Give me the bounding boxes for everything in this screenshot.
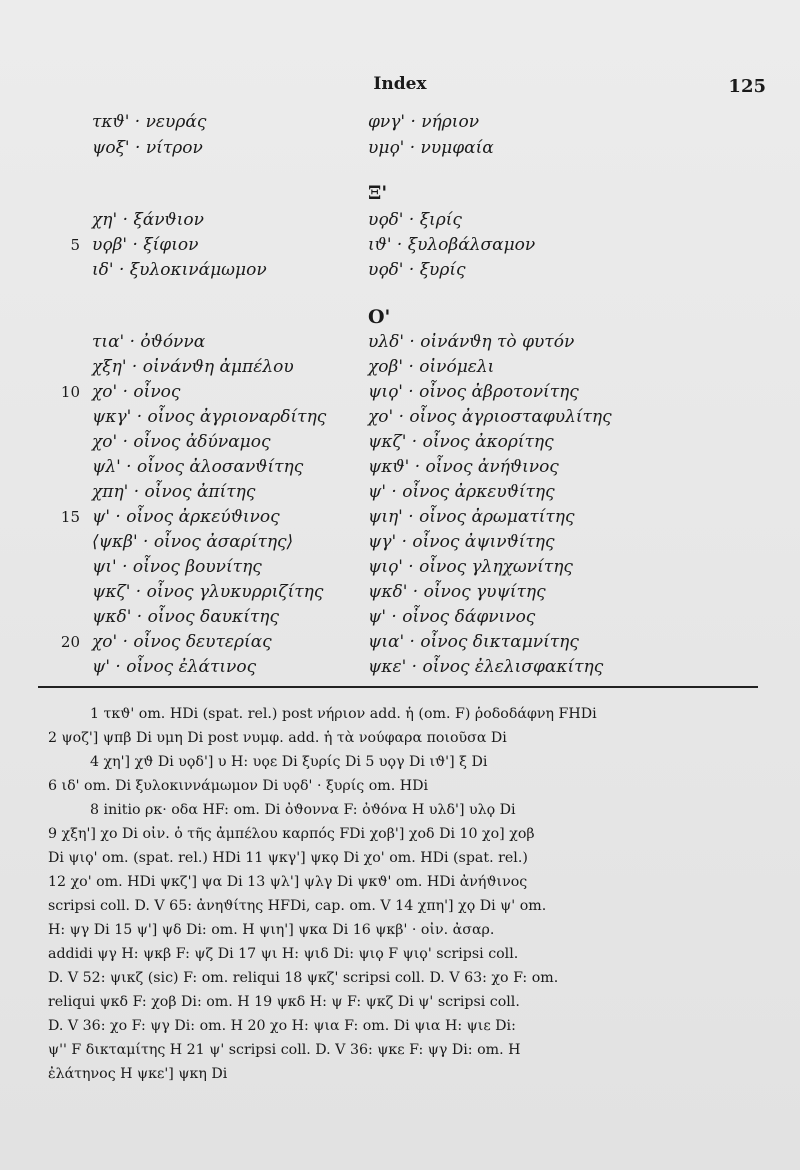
- list-item: [60, 632, 272, 652]
- line-number: 10: [60, 383, 80, 401]
- apparatus-line: 6 ιδ' om. Di ξυλοκιννάμωμον Di υϙδ' · ξυρίς om. HDi: [48, 778, 429, 794]
- entry-text: ιδ' · ξυλοκινάμωμον: [92, 260, 267, 280]
- list-item: ψκε' · οἶνος ἐλελισφακίτης: [368, 657, 604, 677]
- apparatus-line: 12 χο' om. HDi ψκζ'] ψα Di 13 ψλ'] ψλγ Di ψκϑ' om. HDi ἀνήϑινος: [48, 874, 528, 890]
- apparatus-line: reliqui ψκδ F: χοβ Di: om. H 19 ψκδ H: ψ F: ψκζ Di ψ' scripsi coll.: [48, 994, 520, 1010]
- apparatus-line: addidi ψγ H: ψκβ F: ψζ Di 17 ψι H: ψιδ Di: ψιϙ F ψιϙ' scripsi coll.: [48, 946, 519, 962]
- section-heading-o: Ο': [368, 306, 391, 328]
- entry-text: τκϑ' · νευράς: [92, 112, 207, 132]
- list-item: [70, 235, 199, 255]
- list-item: [92, 260, 267, 280]
- list-item: ψκζ' · οἶνος ἀκορίτης: [368, 432, 554, 452]
- entry-text: τια' · ὀϑόννα: [92, 332, 206, 352]
- list-item: ψγ' · οἶνος ἀψινϑίτης: [368, 532, 555, 552]
- list-item: [92, 332, 205, 352]
- list-item: [92, 482, 255, 502]
- entry-text: χη' · ξάνϑιον: [92, 210, 204, 230]
- apparatus-line: Di ψιϙ' om. (spat. rel.) HDi 11 ψκγ'] ψκϙ Di χο' om. HDi (spat. rel.): [48, 850, 528, 866]
- line-number: 20: [60, 633, 80, 651]
- list-item: ψιη' · οἶνος ἀρωματίτης: [368, 507, 575, 527]
- apparatus-line: scripsi coll. D. V 65: ἀνηϑίτης HFDi, cap. om. V 14 χπη'] χϙ Di ψ' om.: [48, 898, 547, 914]
- list-item: [60, 507, 280, 527]
- entry-text: ψκζ' · οἶνος γλυκυρριζίτης: [92, 582, 324, 602]
- entry-text: υϙβ' · ξίφιον: [92, 235, 199, 255]
- list-item: υμϙ' · νυμφαία: [368, 138, 494, 158]
- list-item: [92, 407, 326, 427]
- page-number: 125: [728, 76, 766, 97]
- list-item: [92, 607, 279, 627]
- list-item: υλδ' · οἰνάνϑη τὸ φυτόν: [368, 332, 575, 352]
- list-item: ψκϑ' · οἶνος ἀνήϑινος: [368, 457, 559, 477]
- list-item: χοβ' · οἰνόμελι: [368, 357, 495, 377]
- list-item: χο' · οἶνος ἀγριοσταφυλίτης: [368, 407, 612, 427]
- apparatus-line: 2 ψοζ'] ψπβ Di υμη Di post νυμφ. add. ἡ τὰ νούφαρα ποιοῦσα Di: [48, 730, 507, 746]
- list-item: [92, 582, 323, 602]
- entry-text: χο' · οἶνος δευτερίας: [92, 632, 272, 652]
- entry-text: χξη' · οἰνάνϑη ἀμπέλου: [92, 357, 294, 377]
- list-item: ψιϙ' · οἶνος γληχωνίτης: [368, 557, 573, 577]
- apparatus-line: 4 χη'] χϑ Di υϙδ'] υ H: υϙε Di ξυρίς Di 5 υϙγ Di ιϑ'] ξ Di: [90, 754, 488, 770]
- entry-text: χπη' · οἶνος ἀπίτης: [92, 482, 256, 502]
- list-item: [92, 432, 270, 452]
- entry-text: ψλ' · οἶνος ἀλοσανϑίτης: [92, 457, 304, 477]
- section-heading-xi: Ξ': [368, 182, 388, 204]
- list-item: [92, 457, 303, 477]
- entry-text: χο' · οἶνος: [92, 382, 181, 402]
- list-item: ψ' · οἶνος ἀρκευϑίτης: [368, 482, 555, 502]
- apparatus-line: ψ'' F δικταμίτης H 21 ψ' scripsi coll. D. V 36: ψκε F: ψγ Di: om. H: [48, 1042, 521, 1058]
- list-item: φνγ' · νήριον: [368, 112, 480, 132]
- list-item: ιϑ' · ξυλοβάλσαμον: [368, 235, 536, 255]
- entry-text: ψοξ' · νίτρον: [92, 138, 203, 158]
- running-header-title: Index: [373, 74, 427, 94]
- list-item: [92, 557, 262, 577]
- list-item: ψιϙ' · οἶνος ἀβροτονίτης: [368, 382, 579, 402]
- line-number: 15: [60, 508, 80, 526]
- entry-text: ψκδ' · οἶνος δαυκίτης: [92, 607, 279, 627]
- apparatus-line: H: ψγ Di 15 ψ'] ψδ Di: om. H ψιη'] ψκα Di 16 ψκβ' · οἰν. ἀσαρ.: [48, 922, 495, 938]
- list-item: [92, 657, 256, 677]
- entry-text: χο' · οἶνος ἀδύναμος: [92, 432, 271, 452]
- apparatus-line: 8 initio ρκ· οδα HF: om. Di ὀϑοννα F: ὀϑόνα H υλδ'] υλϙ Di: [90, 802, 516, 818]
- apparatus-line: 9 χξη'] χο Di οἰν. ὁ τῆς ἀμπέλου καρπός FDi χοβ'] χοδ Di 10 χο] χοβ: [48, 826, 535, 842]
- list-item: υϙδ' · ξιρίς: [368, 210, 462, 230]
- entry-text: ψι' · οἶνος βουνίτης: [92, 557, 262, 577]
- list-item: ψια' · οἶνος δικταμνίτης: [368, 632, 579, 652]
- list-item: ψ' · οἶνος δάφνινος: [368, 607, 536, 627]
- entry-text: ψκγ' · οἶνος ἀγριοναρδίτης: [92, 407, 327, 427]
- apparatus-line: D. V 36: χο F: ψγ Di: om. H 20 χο H: ψια F: om. Di ψια H: ψιε Di:: [48, 1018, 516, 1034]
- list-item: υϙδ' · ξυρίς: [368, 260, 466, 280]
- apparatus-line: 1 τκϑ' om. HDi (spat. rel.) post νήριον add. ἡ (om. F) ῥοδοδάφνη FHDi: [90, 706, 597, 722]
- apparatus-line: ἐλάτηνος H ψκε'] ψκη Di: [48, 1066, 228, 1082]
- list-item: [92, 532, 293, 552]
- apparatus-divider: [38, 686, 758, 688]
- line-number: 5: [70, 236, 80, 254]
- list-item: [92, 112, 206, 132]
- list-item: [92, 357, 294, 377]
- apparatus-line: D. V 52: ψικζ (sic) F: om. reliqui 18 ψκζ' scripsi coll. D. V 63: χο F: om.: [48, 970, 559, 986]
- list-item: ψκδ' · οἶνος γυψίτης: [368, 582, 546, 602]
- entry-text: ψ' · οἶνος ἐλάτινος: [92, 657, 257, 677]
- list-item: [60, 382, 181, 402]
- entry-text: ψ' · οἶνος ἀρκεύϑινος: [92, 507, 280, 527]
- list-item: [92, 210, 204, 230]
- list-item: [92, 138, 203, 158]
- entry-text: ⟨ψκβ' · οἶνος ἀσαρίτης⟩: [92, 532, 294, 552]
